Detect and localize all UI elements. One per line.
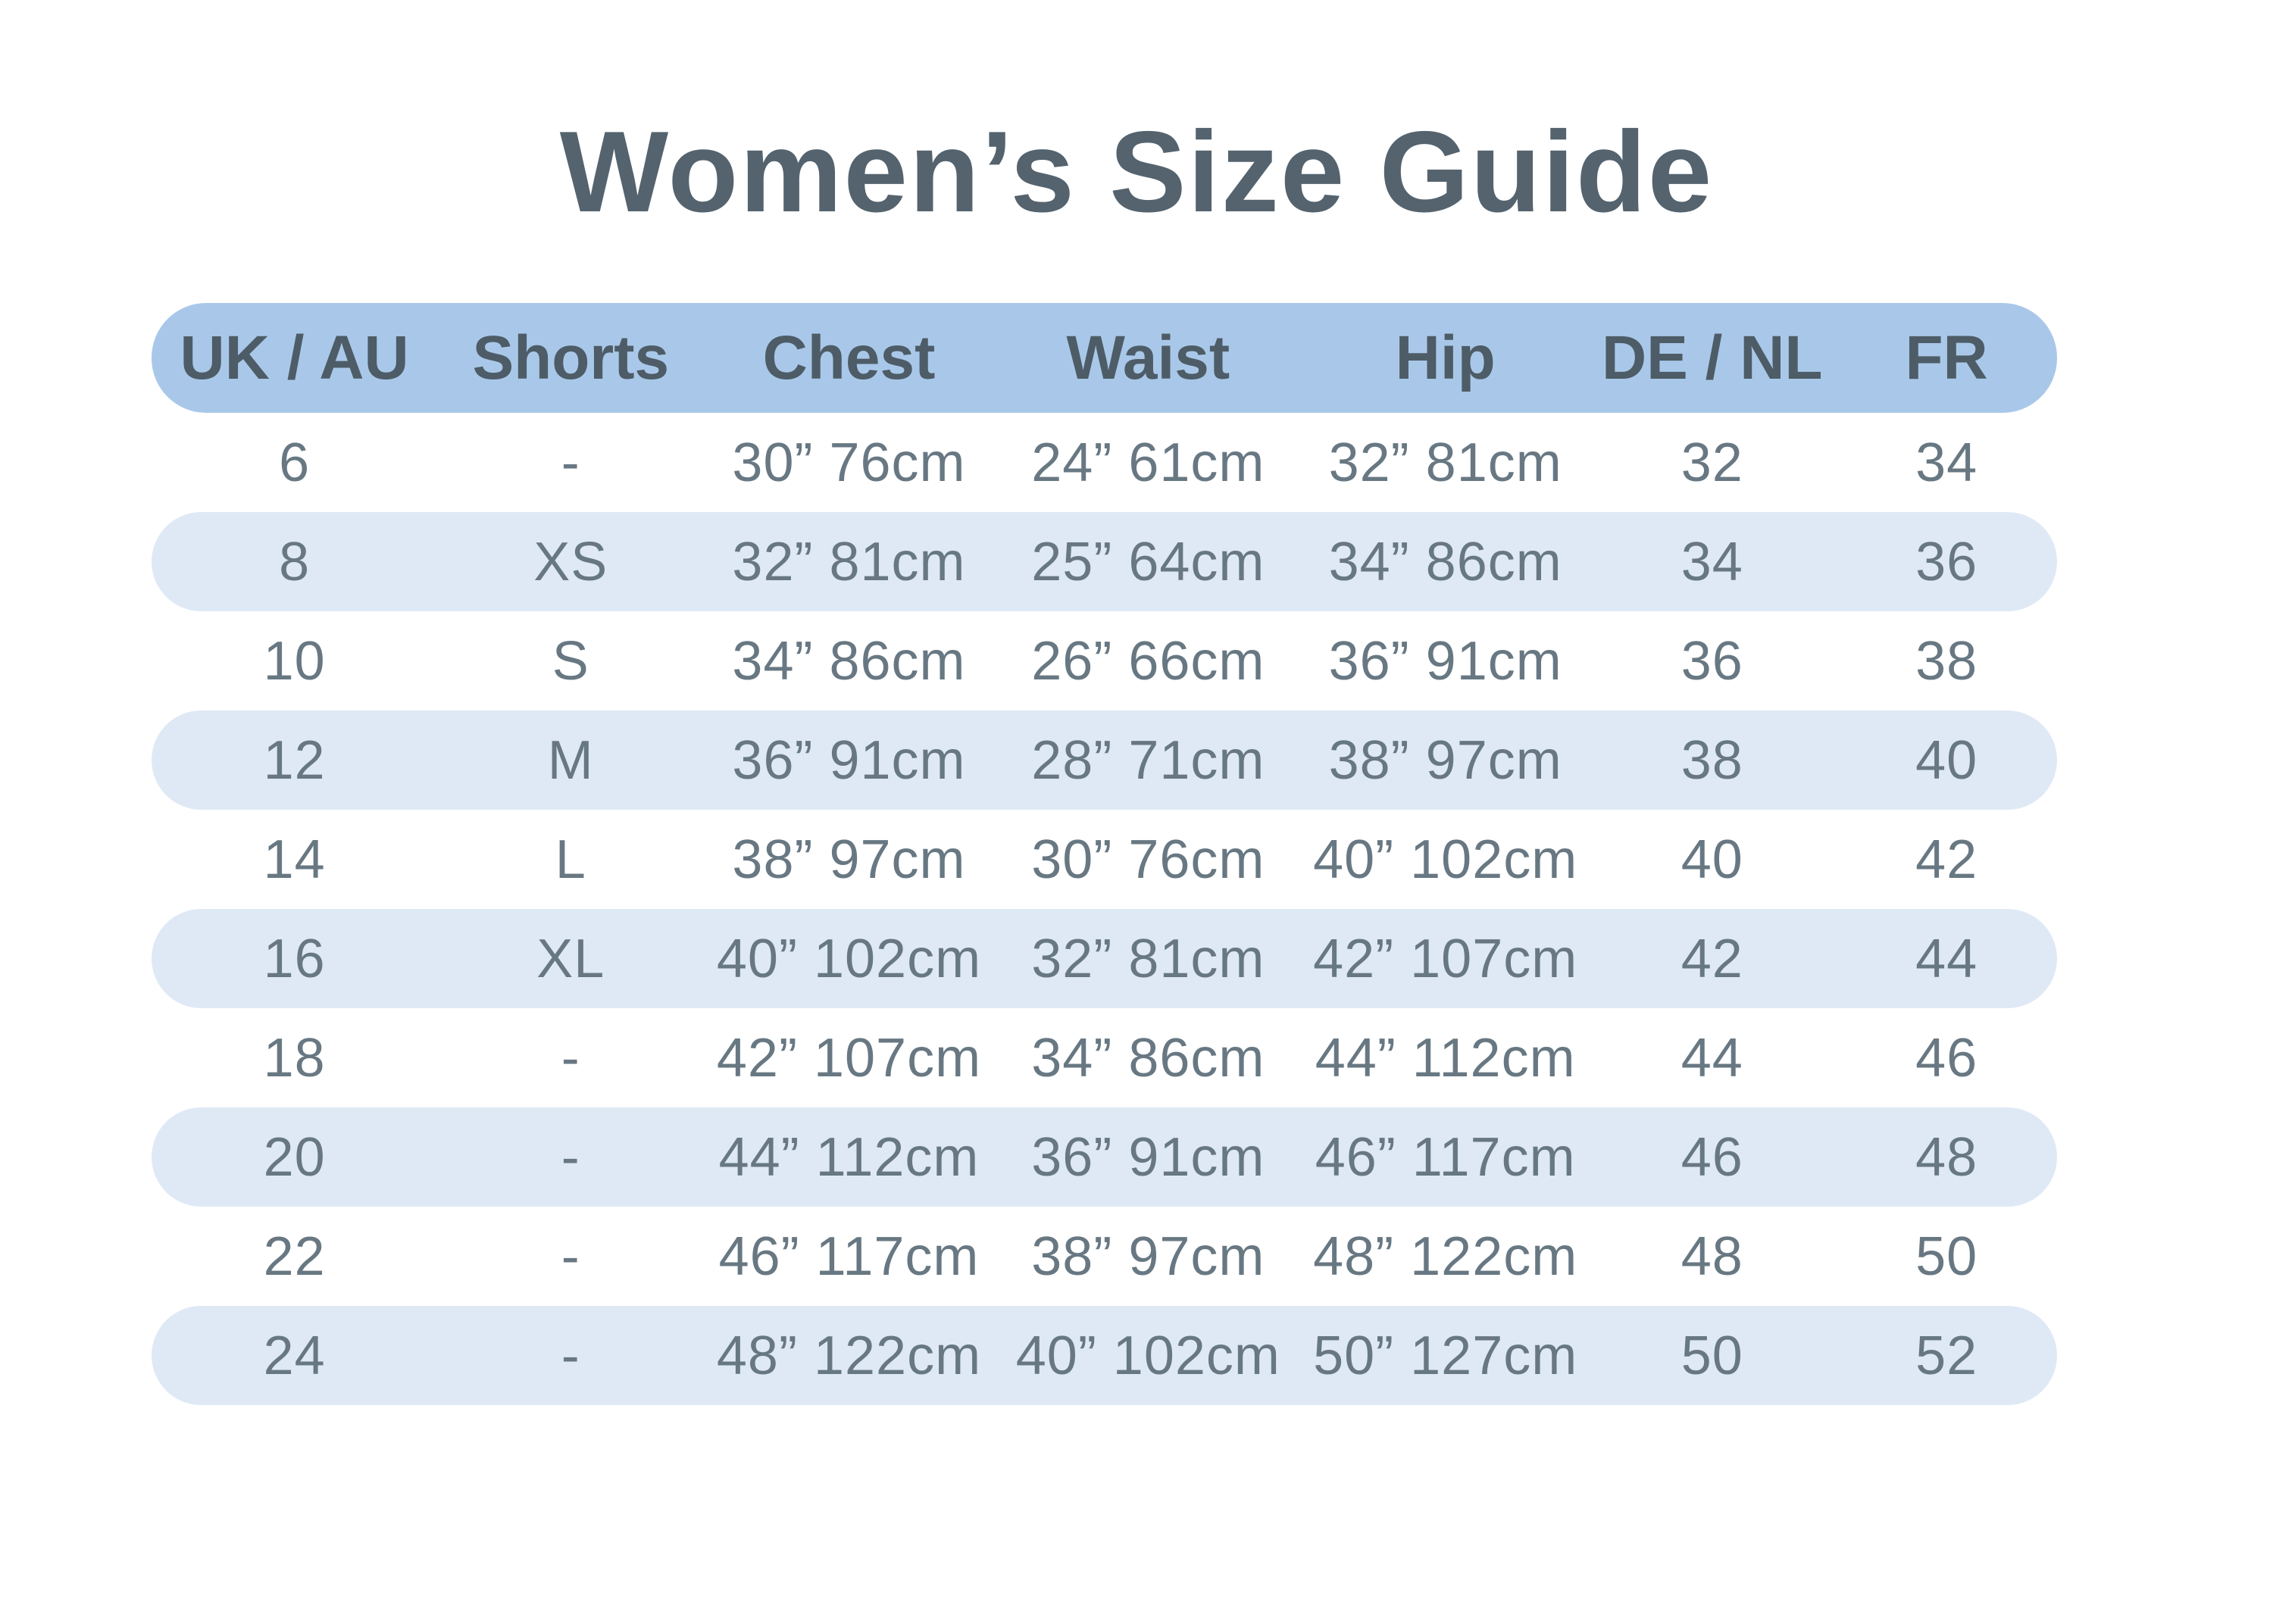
table-cell: 20	[152, 1107, 437, 1207]
table-cell: 42” 107cm	[1302, 909, 1588, 1008]
table-cell: 30” 76cm	[732, 432, 966, 493]
table-cell: 18	[263, 1027, 326, 1088]
table-cell: XS	[437, 512, 704, 611]
table-cell: 44” 112cm	[1315, 1027, 1576, 1088]
table-cell: 12	[152, 710, 437, 810]
table-cell: 6	[279, 432, 311, 493]
table-cell: 34” 86cm	[732, 630, 966, 692]
table-row	[152, 413, 2057, 512]
table-cell: 25” 64cm	[994, 512, 1302, 611]
table-cell: 48” 122cm	[704, 1306, 993, 1405]
table-cell: 48	[1681, 1226, 1743, 1287]
table-cell: 36” 91cm	[994, 1107, 1302, 1207]
table-row	[152, 1008, 2057, 1107]
table-row	[152, 1207, 2057, 1306]
table-cell: 38” 97cm	[1031, 1226, 1265, 1287]
table-cell: 52	[1836, 1306, 2057, 1405]
table-cell: 32	[1681, 432, 1743, 493]
table-cell: 34” 86cm	[1302, 512, 1588, 611]
table-cell: 44	[1836, 909, 2057, 1008]
table-cell: 30” 76cm	[1031, 829, 1265, 890]
table-cell: -	[437, 1306, 704, 1405]
table-cell: 40” 102cm	[1313, 829, 1578, 890]
table-cell: 50	[1915, 1226, 1978, 1287]
table-cell: 16	[152, 909, 437, 1008]
table-cell: 46” 117cm	[1302, 1107, 1588, 1207]
page-title: Women’s Size Guide	[559, 108, 1714, 236]
table-cell: 8	[152, 512, 437, 611]
table-cell: 24	[152, 1306, 437, 1405]
table-cell: 36	[1681, 630, 1743, 692]
table-cell: 28” 71cm	[994, 710, 1302, 810]
table-cell: 48” 122cm	[1313, 1226, 1578, 1287]
table-cell: 50	[1588, 1306, 1836, 1405]
table-cell: 46	[1915, 1027, 1978, 1088]
table-cell: 38	[1915, 630, 1978, 692]
table-cell: 32” 81cm	[704, 512, 993, 611]
table-cell: S	[552, 630, 589, 692]
table-cell: 38	[1588, 710, 1836, 810]
column-header-uk-au: UK / AU	[152, 303, 437, 413]
column-header-fr: FR	[1836, 303, 2057, 413]
table-row	[152, 611, 2057, 710]
table-row	[152, 1306, 2057, 1405]
table-cell: 38” 97cm	[732, 829, 966, 890]
table-cell: 40” 102cm	[704, 909, 993, 1008]
column-header-de-nl: DE / NL	[1588, 303, 1836, 413]
table-cell: 36” 91cm	[704, 710, 993, 810]
table-cell: 42” 107cm	[716, 1027, 982, 1088]
table-cell: 36	[1836, 512, 2057, 611]
table-cell: 46	[1588, 1107, 1836, 1207]
table-cell: 46” 117cm	[718, 1226, 980, 1287]
table-cell: 10	[263, 630, 326, 692]
table-cell: 24” 61cm	[1031, 432, 1265, 493]
table-header-row	[152, 303, 2057, 413]
table-cell: 34” 86cm	[1031, 1027, 1265, 1088]
table-row	[152, 512, 2057, 611]
table-row	[152, 710, 2057, 810]
table-cell: 40” 102cm	[994, 1306, 1302, 1405]
table-cell: 40	[1681, 829, 1743, 890]
table-cell: 26” 66cm	[1031, 630, 1265, 692]
table-cell: 14	[263, 829, 326, 890]
table-cell: 44	[1681, 1027, 1743, 1088]
table-cell: 34	[1588, 512, 1836, 611]
table-cell: 42	[1588, 909, 1836, 1008]
table-cell: -	[437, 1107, 704, 1207]
table-cell: -	[561, 1226, 580, 1287]
column-header-chest: Chest	[704, 303, 993, 413]
table-row	[152, 1107, 2057, 1207]
table-cell: 48	[1836, 1107, 2057, 1207]
table-cell: 44” 112cm	[704, 1107, 993, 1207]
table-cell: -	[561, 1027, 580, 1088]
table-cell: 22	[263, 1226, 326, 1287]
table-cell: 32” 81cm	[1328, 432, 1562, 493]
table-cell: XL	[437, 909, 704, 1008]
table-cell: 32” 81cm	[994, 909, 1302, 1008]
table-cell: 50” 127cm	[1302, 1306, 1588, 1405]
column-header-hip: Hip	[1302, 303, 1588, 413]
size-guide-table	[152, 303, 2057, 1405]
column-header-shorts: Shorts	[437, 303, 704, 413]
table-cell: L	[555, 829, 586, 890]
table-row	[152, 810, 2057, 909]
table-cell: -	[561, 432, 580, 493]
table-cell: 40	[1836, 710, 2057, 810]
table-cell: M	[437, 710, 704, 810]
table-row	[152, 909, 2057, 1008]
table-cell: 42	[1915, 829, 1978, 890]
table-cell: 38” 97cm	[1302, 710, 1588, 810]
column-header-waist: Waist	[994, 303, 1302, 413]
table-cell: 34	[1915, 432, 1978, 493]
table-cell: 36” 91cm	[1328, 630, 1562, 692]
